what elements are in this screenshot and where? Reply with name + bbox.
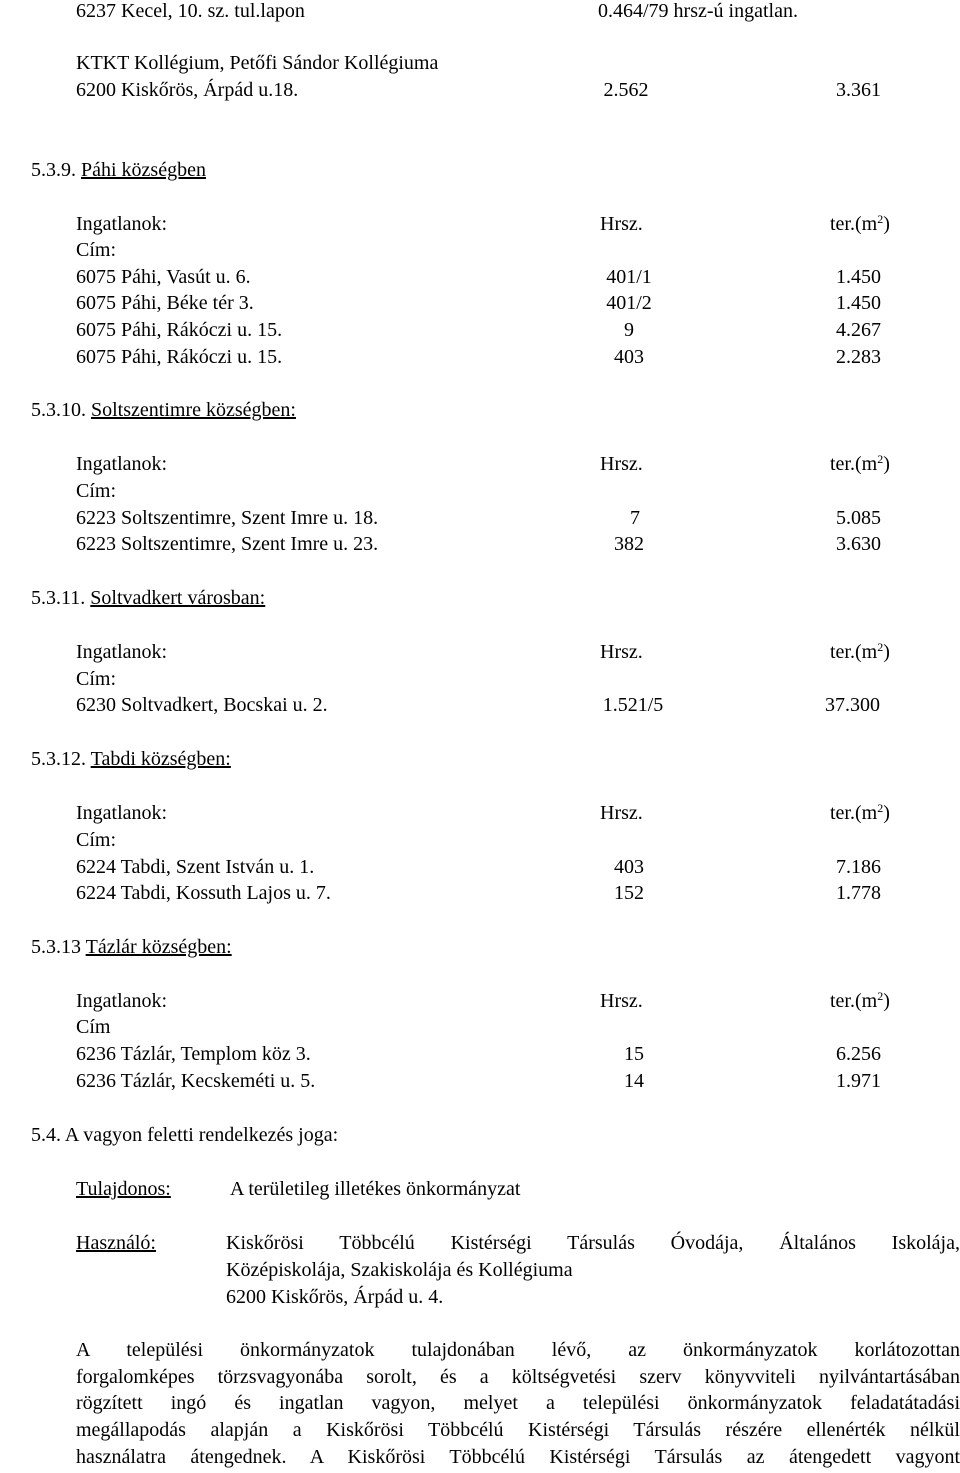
paragraph-line: rögzített ingó és ingatlan vagyon, melyet a települési önkormányzatok feladatátadási xyxy=(76,1392,960,1414)
col-header-hrsz: Hrsz. xyxy=(600,990,643,1012)
top-address-2: 6200 Kiskőrös, Árpád u.18. xyxy=(76,79,299,101)
user-line-1: Kiskőrösi Többcélú Kistérségi Társulás Óvodája, Általános Iskolája, xyxy=(226,1232,960,1254)
table-row-address: 6224 Tabdi, Kossuth Lajos u. 7. xyxy=(76,882,331,904)
table-row-hrsz: 401/2 xyxy=(606,292,652,314)
col-header-cim: Cím xyxy=(76,1016,111,1038)
table-row-area: 3.630 xyxy=(836,533,881,555)
col-header-cim: Cím: xyxy=(76,829,117,851)
table-row-address: 6075 Páhi, Béke tér 3. xyxy=(76,292,254,314)
table-row-area: 1.450 xyxy=(836,266,881,288)
table-row-hrsz: 15 xyxy=(624,1043,644,1065)
owner-label: Tulajdonos: xyxy=(76,1178,171,1200)
table-row-hrsz: 401/1 xyxy=(606,266,652,288)
paragraph-line: megállapodás alapján a Kiskőrösi Többcélú Kistérségi Társulás részére ellenérték nélkül xyxy=(76,1419,960,1441)
table-row-address: 6236 Tázlár, Templom köz 3. xyxy=(76,1043,311,1065)
top-hrsz: 2.562 xyxy=(603,79,649,101)
col-header-ingatlanok: Ingatlanok: xyxy=(76,990,168,1012)
paragraph-line: forgalomképes törzsvagyonába sorolt, és a költségvetési szerv könyvviteli nyilvántartásában xyxy=(76,1366,960,1388)
table-row-area: 1.778 xyxy=(836,882,881,904)
paragraph-line: A települési önkormányzatok tulajdonában lévő, az önkormányzatok korlátozottan xyxy=(76,1339,960,1361)
top-address-1: 6237 Kecel, 10. sz. tul.lapon xyxy=(76,0,305,22)
col-header-ingatlanok: Ingatlanok: xyxy=(76,213,168,235)
section-number: 5.3.11. xyxy=(31,587,86,609)
col-header-hrsz: Hrsz. xyxy=(600,213,643,235)
section-title: Páhi községben xyxy=(81,159,206,181)
col-header-ingatlanok: Ingatlanok: xyxy=(76,453,168,475)
table-row-address: 6075 Páhi, Rákóczi u. 15. xyxy=(76,319,283,341)
section-heading-5-3-11 xyxy=(31,587,265,609)
table-row-area: 1.971 xyxy=(836,1070,881,1092)
section-number: 5.3.9. xyxy=(31,159,76,181)
section-heading-5-3-13 xyxy=(31,936,232,958)
section-heading-5-4: 5.4. A vagyon feletti rendelkezés joga: xyxy=(31,1124,339,1146)
table-row-hrsz: 152 xyxy=(614,882,644,904)
table-row-hrsz: 403 xyxy=(614,346,644,368)
section-number: 5.3.13 xyxy=(31,936,81,958)
col-header-area: $ter.(m^2)$ xyxy=(830,212,890,235)
table-row-hrsz: 382 xyxy=(614,533,644,555)
table-row-area: 1.450 xyxy=(836,292,881,314)
user-line-3: 6200 Kiskőrös, Árpád u. 4. xyxy=(226,1286,444,1308)
section-heading-5-3-10 xyxy=(31,399,296,421)
section-number: 5.3.10. xyxy=(31,399,86,421)
section-number: 5.3.12. xyxy=(31,748,86,770)
section-title: Tabdi községben: xyxy=(90,748,231,770)
table-row-hrsz: 7 xyxy=(630,507,640,529)
table-row-address: 6224 Tabdi, Szent István u. 1. xyxy=(76,856,315,878)
col-header-hrsz: Hrsz. xyxy=(600,641,643,663)
table-row-area: 5.085 xyxy=(836,507,881,529)
owner-value: A területileg illetékes önkormányzat xyxy=(230,1178,521,1200)
table-row-address: 6075 Páhi, Rákóczi u. 15. xyxy=(76,346,283,368)
table-row-area: 37.300 xyxy=(825,694,880,716)
section-heading-5-3-12 xyxy=(31,748,231,770)
table-row-hrsz: 14 xyxy=(624,1070,644,1092)
col-header-hrsz: Hrsz. xyxy=(600,453,643,475)
col-header-cim: Cím: xyxy=(76,668,117,690)
section-title: Tázlár községben: xyxy=(85,936,232,958)
col-header-area: $ter.(m^2)$ xyxy=(830,452,890,475)
table-row-address: 6223 Soltszentimre, Szent Imre u. 23. xyxy=(76,533,379,555)
table-row-area: 4.267 xyxy=(836,319,881,341)
table-row-address: 6223 Soltszentimre, Szent Imre u. 18. xyxy=(76,507,379,529)
table-row-address: 6230 Soltvadkert, Bocskai u. 2. xyxy=(76,694,328,716)
table-row-area: 2.283 xyxy=(836,346,881,368)
user-line-2: Középiskolája, Szakiskolája és Kollégiuma xyxy=(226,1259,573,1281)
col-header-cim: Cím: xyxy=(76,480,117,502)
section-title: Soltvadkert városban: xyxy=(90,587,266,609)
col-header-area: $ter.(m^2)$ xyxy=(830,801,890,824)
col-header-area: $ter.(m^2)$ xyxy=(830,989,890,1012)
section-heading-5-3-9 xyxy=(31,159,206,181)
col-header-ingatlanok: Ingatlanok: xyxy=(76,802,168,824)
section-title: Soltszentimre községben: xyxy=(91,399,296,421)
col-header-cim: Cím: xyxy=(76,239,117,261)
table-row-hrsz: 1.521/5 xyxy=(602,694,664,716)
table-row-hrsz: 9 xyxy=(624,319,634,341)
top-institution-name: KTKT Kollégium, Petőfi Sándor Kollégiuma xyxy=(76,52,439,74)
user-label: Használó: xyxy=(76,1232,156,1254)
table-row-area: 6.256 xyxy=(836,1043,881,1065)
table-row-address: 6236 Tázlár, Kecskeméti u. 5. xyxy=(76,1070,316,1092)
paragraph-line: használatra átengednek. A Kiskőrösi Többcélú Kistérségi Társulás az átengedett vagyont xyxy=(76,1446,960,1468)
top-note-1: 0.464/79 hrsz-ú ingatlan. xyxy=(598,0,798,22)
col-header-ingatlanok: Ingatlanok: xyxy=(76,641,168,663)
col-header-area: $ter.(m^2)$ xyxy=(830,640,890,663)
table-row-hrsz: 403 xyxy=(614,856,644,878)
table-row-address: 6075 Páhi, Vasút u. 6. xyxy=(76,266,251,288)
top-area: 3.361 xyxy=(836,79,881,101)
table-row-area: 7.186 xyxy=(836,856,881,878)
col-header-hrsz: Hrsz. xyxy=(600,802,643,824)
